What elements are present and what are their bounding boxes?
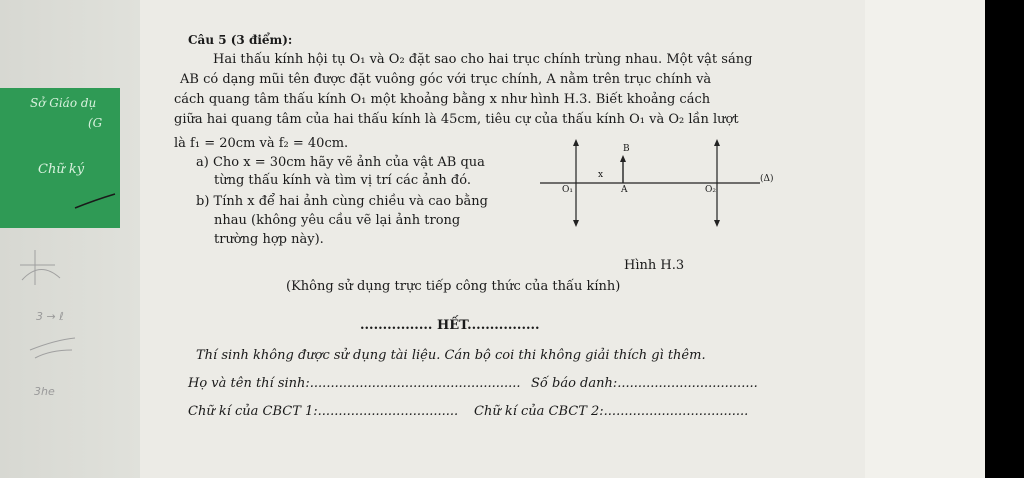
dept-text: Sở Giáo dụ: [30, 96, 97, 110]
pen-stroke: [75, 194, 115, 208]
part-b-line-2: nhau (không yêu cầu vẽ lại ảnh trong: [214, 213, 461, 228]
question-line-5: là f₁ = 20cm và f₂ = 40cm.: [174, 136, 349, 151]
question-line-4: giữa hai quang tâm của hai thấu kính là 45cm, tiêu cự của thấu kính O₁ và O₂ lần lượt: [174, 112, 739, 127]
instruction-text: Thí sinh không được sử dụng tài liệu. Cán bộ coi thi không giải thích gì thêm.: [196, 348, 706, 363]
lens-o2-arrow-top: [714, 139, 720, 146]
signature-label: Chữ ký: [38, 162, 85, 177]
question-line-1: Hai thấu kính hội tụ O₁ và O₂ đặt sao cho hai trục chính trùng nhau. Một vật sáng: [213, 52, 753, 67]
object-ab-arrowhead: [620, 155, 626, 162]
lens-o2-arrow-bottom: [714, 220, 720, 227]
figure-caption: Hình H.3: [624, 258, 685, 273]
part-a-line-2: từng thấu kính và tìm vị trí các ảnh đó.: [214, 173, 471, 188]
part-a-line-1: a) Cho x = 30cm hãy vẽ ảnh của vật AB qua: [196, 155, 485, 170]
question-line-2: AB có dạng mũi tên được đặt vuông góc với trục chính, A nằm trên trục chính và: [180, 72, 712, 87]
candidate-name-field: Họ và tên thí sinh:...................................................: [188, 376, 521, 391]
label-axis: (Δ): [760, 174, 774, 184]
label-a: A: [621, 185, 628, 195]
label-o2: O₂: [705, 185, 716, 195]
supervisor-2-signature: Chữ kí của CBCT 2:...................................: [474, 404, 749, 419]
pencil-note-2: 3he: [34, 385, 55, 398]
black-edge: [985, 0, 1024, 478]
part-b-line-3: trường hợp này).: [214, 232, 324, 247]
supervisor-1-signature: Chữ kí của CBCT 1:..................................: [188, 404, 459, 419]
candidate-id-field: Số báo danh:..................................: [531, 376, 758, 391]
label-o1: O₁: [562, 185, 573, 195]
lens-o1-arrow-bottom: [573, 220, 579, 227]
label-x: x: [598, 170, 604, 180]
dept-text-2: (G: [88, 116, 103, 130]
part-b-line-1: b) Tính x để hai ảnh cùng chiều và cao bằng: [196, 194, 488, 209]
end-marker: ................ HẾT................: [360, 318, 540, 333]
note-text: (Không sử dụng trực tiếp công thức của thấu kính): [286, 279, 621, 294]
pencil-note-1: 3 → ℓ: [36, 310, 64, 323]
right-background: [865, 0, 985, 478]
lens-o1-arrow-top: [573, 139, 579, 146]
pencil-diagram: [20, 250, 60, 285]
label-b: B: [623, 144, 630, 154]
question-header: Câu 5 (3 điểm):: [188, 33, 293, 47]
question-line-3: cách quang tâm thấu kính O₁ một khoảng bằng x như hình H.3. Biết khoảng cách: [174, 92, 711, 107]
pencil-lens-sketch: [30, 338, 75, 358]
